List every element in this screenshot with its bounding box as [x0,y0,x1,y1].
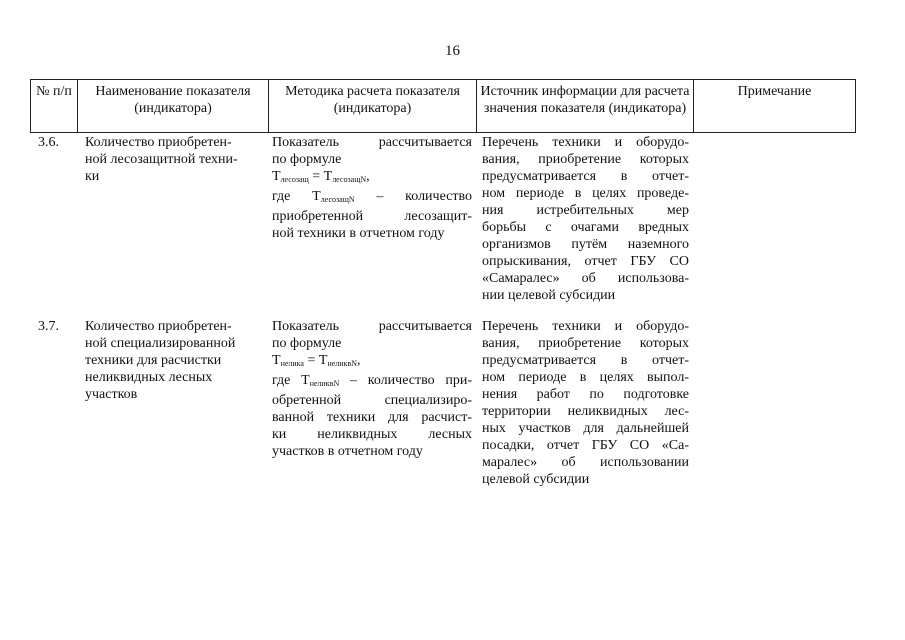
source-line: ния истребительных мер [482,203,689,218]
method-line: участков в отчетном году [272,444,423,459]
indicator-name-line: Количество приобретен- [85,135,232,150]
source-line: борьбы с очагами вредных [482,220,689,235]
source-line: вания, приобретение которых [482,152,689,167]
header-indicator-name: Наименование показателя (индикатора) [78,80,269,132]
source-line: ном периоде в целях проведе- [482,186,689,201]
source-line: «Самаралес» об использова- [482,271,689,286]
information-source [476,318,693,488]
source-line: предусматривается в отчет- [482,169,689,184]
indicator-name [77,134,268,304]
row-number: 3.6. [38,135,59,150]
table-row [30,318,854,488]
indicator-name-line: техники для расчистки [85,353,222,368]
source-line: Перечень техники и оборудо- [482,135,689,150]
note [693,318,854,488]
header-calculation-method: Методика расчета показателя (индикатора) [269,80,477,132]
method-line: по формуле [272,152,342,167]
indicator-name-line: ной лесозащитной техни- [85,152,238,167]
page-number: 16 [445,43,460,59]
indicator-name-line: участков [85,387,138,402]
table-row [30,134,854,304]
method-line: ной техники в отчетном году [272,226,445,241]
table-header [30,79,856,133]
row-number: 3.7. [38,319,59,334]
header-information-source: Источник информации для расчета значения показателя (индикатора) [477,80,694,132]
indicator-name-line: Количество приобретен- [85,319,232,334]
source-line: предусматривается в отчет- [482,353,689,368]
source-line: нии целевой субсидии [482,288,616,303]
method-line: ки неликвидных лесных [272,427,472,442]
method-line: приобретенной лесозащит- [272,209,472,224]
method-line: Показатель рассчитывается [272,319,472,334]
source-line: посадки, отчет ГБУ СО «Са- [482,438,689,453]
indicator-name-line: ной специализированной [85,336,236,351]
source-line: ных участков для дальнейшей [482,421,689,436]
source-line: вания, приобретение которых [482,336,689,351]
note [693,134,854,304]
indicator-name-line: неликвидных лесных [85,370,213,385]
source-line: нения работ по подготовке [482,387,689,402]
method-line: ванной техники для расчист- [272,410,472,425]
formula: $Т_{лесозащ} = Т_{лесозащN}$, [272,169,370,184]
source-line: территории неликвидных лес- [482,404,689,419]
method-line: Показатель рассчитывается [272,135,472,150]
information-source [476,134,693,304]
calculation-method [268,134,476,304]
header-note: Примечание [737,84,812,99]
method-line: по формуле [272,336,342,351]
source-line: ном периоде в целях выпол- [482,370,689,385]
method-line: где $Т_{лесозащN}$ – количество [272,189,473,204]
source-line: целевой субсидии [482,472,590,487]
source-line: Перечень техники и оборудо- [482,319,689,334]
header-number: № п/п [31,80,78,132]
source-line: опрыскивания, отчет ГБУ СО [482,254,689,269]
source-line: организмов путём наземного [482,237,689,252]
indicator-name [77,318,268,488]
method-line: обретенной специализиро- [272,393,472,408]
formula: $Т_{нелика} = Т_{неликвN}$, [272,353,361,368]
method-line: где $Т_{неликвN}$ – количество при- [272,373,473,388]
indicator-name-line: ки [85,169,100,184]
calculation-method [268,318,476,488]
source-line: маралес» об использовании [482,455,689,470]
